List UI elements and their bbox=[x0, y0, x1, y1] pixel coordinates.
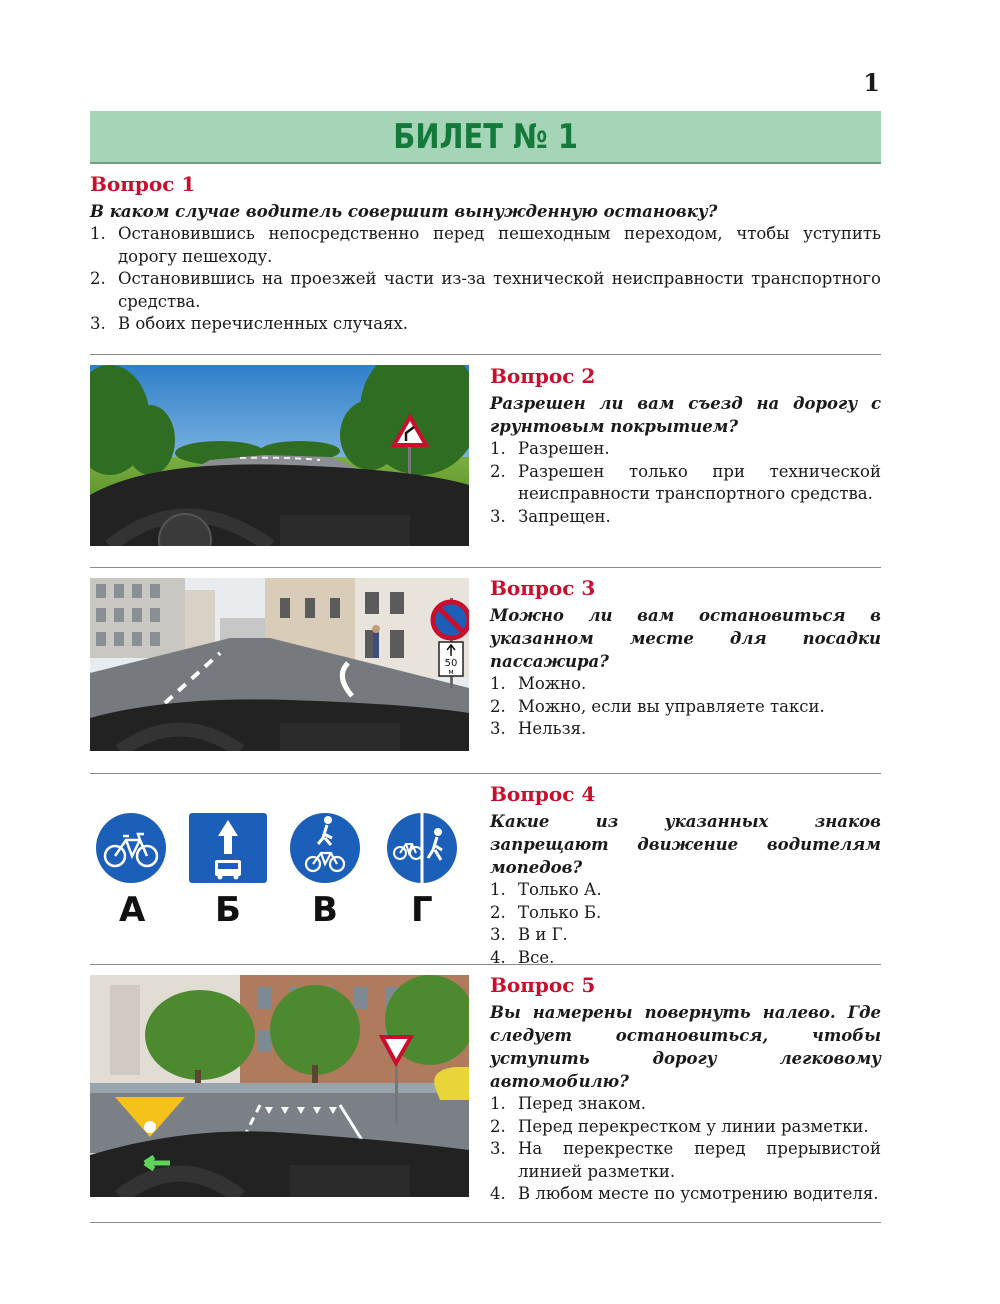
answer-item bbox=[490, 1183, 881, 1206]
question-title: Вопрос 2 bbox=[490, 364, 596, 388]
question-5-illustration bbox=[90, 975, 469, 1197]
answer-item bbox=[490, 696, 881, 719]
answer-item bbox=[490, 1116, 881, 1139]
answer-list bbox=[490, 879, 881, 969]
answer-text: Остановившись на проезжей части из-за технической неисправности транспортного средства. bbox=[118, 269, 881, 311]
sign-letters bbox=[90, 890, 469, 930]
answer-number: 2. bbox=[90, 269, 106, 288]
answer-item bbox=[490, 438, 881, 461]
sign-letter: В bbox=[312, 890, 338, 930]
answer-number: 1. bbox=[490, 880, 506, 899]
answer-item bbox=[90, 223, 881, 268]
answer-item bbox=[490, 673, 881, 696]
answer-number: 4. bbox=[490, 947, 506, 967]
answer-number: 3. bbox=[490, 925, 506, 944]
divider bbox=[90, 964, 881, 965]
answer-item bbox=[90, 313, 881, 336]
answer-item bbox=[490, 902, 881, 925]
question-title: Вопрос 1 bbox=[90, 172, 196, 196]
answer-text: В и Г. bbox=[518, 925, 568, 944]
answer-number: 1. bbox=[490, 674, 506, 693]
answer-text: Только Б. bbox=[518, 902, 602, 922]
answer-number: 1. bbox=[490, 439, 506, 458]
answer-list bbox=[490, 673, 881, 741]
answer-list bbox=[490, 1093, 881, 1206]
sign-letter: Б bbox=[215, 890, 241, 930]
question-text: Какие из указанных знаков запрещают движение водителям мопедов? bbox=[490, 812, 881, 877]
divider bbox=[90, 567, 881, 568]
sign-shared-path-icon bbox=[287, 810, 363, 886]
question-2-illustration bbox=[90, 365, 469, 546]
answer-item bbox=[490, 947, 881, 970]
sign-plate-value: 50 bbox=[444, 658, 458, 669]
question-text: Разрешен ли вам съезд на дорогу с грунтовым покрытием? bbox=[490, 394, 881, 436]
answer-text: Перед знаком. bbox=[518, 1094, 647, 1113]
sign-letter: А bbox=[119, 890, 146, 930]
answer-text: Все. bbox=[518, 947, 555, 967]
answer-number: 3. bbox=[490, 719, 506, 738]
answer-number: 1. bbox=[490, 1094, 506, 1113]
ticket-title: БИЛЕТ № 1 bbox=[393, 116, 578, 157]
answer-number: 1. bbox=[90, 224, 106, 243]
answer-text: Можно, если вы управляете такси. bbox=[518, 696, 825, 716]
divider bbox=[90, 1222, 881, 1223]
page-number: 1 bbox=[863, 68, 880, 97]
answer-item bbox=[490, 1093, 881, 1116]
question-3 bbox=[490, 576, 881, 741]
question-title: Вопрос 3 bbox=[490, 576, 596, 600]
question-text: В каком случае водитель совершит вынужденную остановку? bbox=[90, 202, 718, 221]
sign-bicycle-path-icon bbox=[93, 810, 169, 886]
question-title: Вопрос 5 bbox=[490, 973, 596, 997]
answer-item bbox=[490, 879, 881, 902]
answer-text: Разрешен. bbox=[518, 439, 610, 458]
answer-number: 3. bbox=[490, 506, 506, 526]
sign-plate-unit: м bbox=[448, 668, 454, 676]
answer-text: Нельзя. bbox=[518, 719, 587, 738]
answer-text: В любом месте по усмотрению водителя. bbox=[518, 1184, 879, 1203]
answer-number: 3. bbox=[490, 1139, 506, 1158]
question-1 bbox=[90, 172, 881, 336]
ticket-banner bbox=[90, 111, 881, 164]
answer-number: 2. bbox=[490, 1116, 506, 1136]
answer-item bbox=[490, 461, 881, 506]
answer-text: Только А. bbox=[518, 880, 602, 899]
answer-number: 4. bbox=[490, 1184, 506, 1203]
divider bbox=[90, 354, 881, 355]
question-5 bbox=[490, 973, 881, 1206]
answer-text: На перекрестке перед прерывистой линией разметки. bbox=[518, 1139, 881, 1181]
answer-item bbox=[90, 268, 881, 313]
answer-text: Разрешен только при технической неисправности транспортного средства. bbox=[518, 461, 881, 503]
question-4 bbox=[490, 782, 881, 969]
answer-text: Перед перекрестком у линии разметки. bbox=[518, 1116, 869, 1136]
answer-item bbox=[490, 506, 881, 529]
answer-text: Запрещен. bbox=[518, 506, 611, 526]
question-2 bbox=[490, 364, 881, 528]
answer-item bbox=[490, 718, 881, 741]
answer-number: 2. bbox=[490, 902, 506, 922]
answer-text: Остановившись непосредственно перед пешеходным переходом, чтобы уступить дорогу пешеходу. bbox=[118, 224, 881, 266]
answer-item bbox=[490, 1138, 881, 1183]
question-title: Вопрос 4 bbox=[490, 782, 596, 806]
question-4-signs bbox=[90, 808, 469, 888]
answer-text: В обоих перечисленных случаях. bbox=[118, 314, 409, 333]
answer-item bbox=[490, 924, 881, 947]
question-3-illustration bbox=[90, 578, 469, 751]
sign-bus-lane-icon bbox=[186, 810, 270, 886]
answer-number: 2. bbox=[490, 461, 506, 481]
question-text: Вы намерены повернуть налево. Где следует остановиться, чтобы уступить дорогу легковому автомобилю? bbox=[490, 1003, 881, 1091]
answer-number: 2. bbox=[490, 696, 506, 716]
question-text: Можно ли вам остановиться в указанном месте для посадки пассажира? bbox=[490, 606, 881, 671]
divider bbox=[90, 773, 881, 774]
answer-list bbox=[490, 438, 881, 528]
answer-list bbox=[90, 223, 881, 336]
answer-text: Можно. bbox=[518, 674, 587, 693]
sign-separated-path-icon bbox=[384, 810, 460, 886]
answer-number: 3. bbox=[90, 314, 106, 333]
sign-letter: Г bbox=[411, 890, 433, 930]
